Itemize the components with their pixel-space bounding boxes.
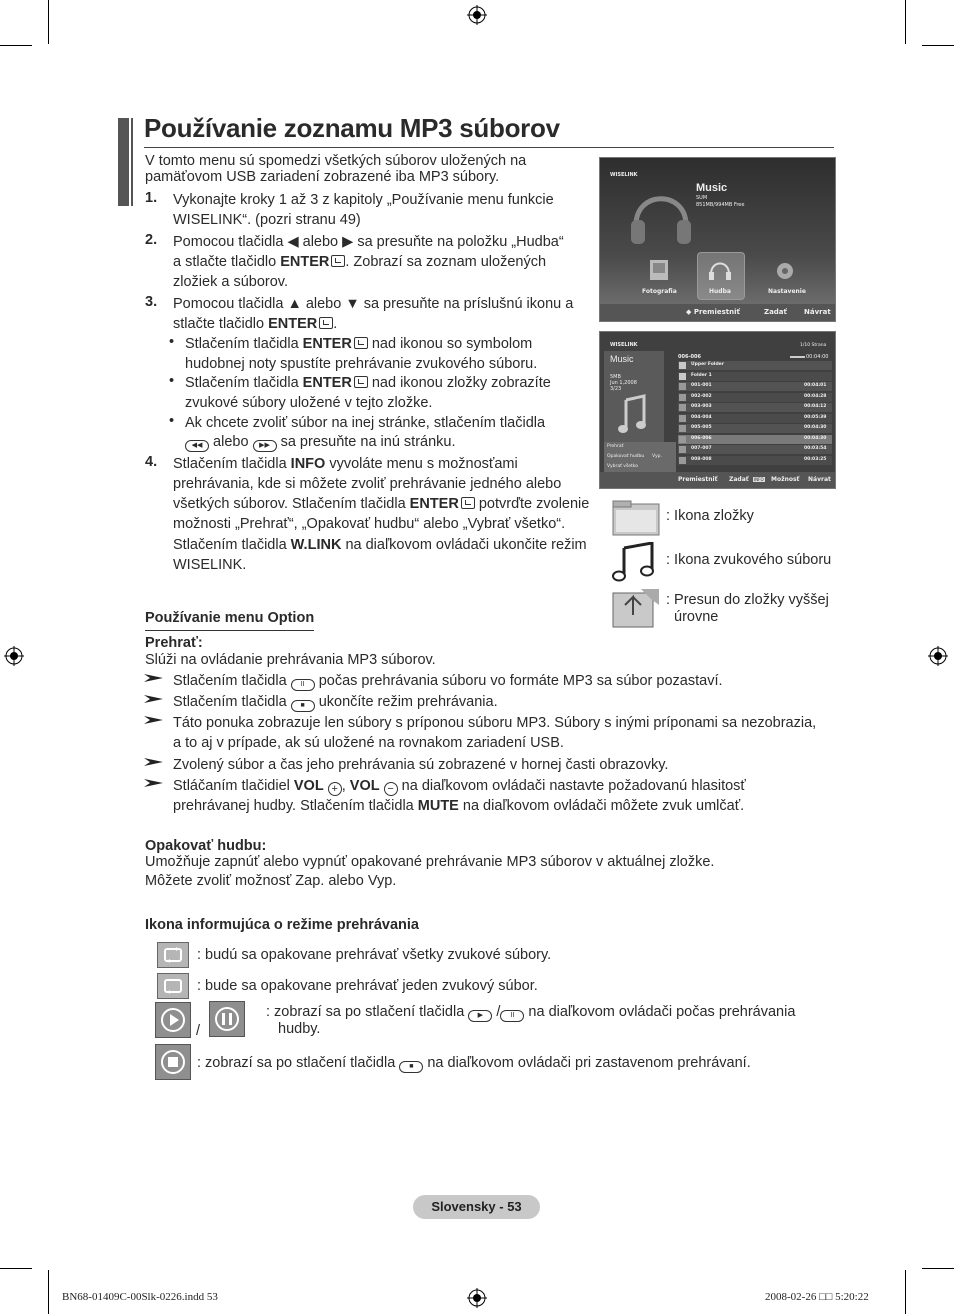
note-text-part: Stlačením tlačidla [173, 694, 287, 710]
vol-key-label: VOL [349, 778, 380, 794]
audio-file-icon [612, 542, 656, 582]
bullet-text-part: nad ikonou zložky zobrazíte [371, 375, 551, 391]
step-text-part: stlačte tlačidlo [173, 316, 265, 332]
file-row[interactable] [678, 372, 832, 381]
mode-text: : zobrazí sa po stlačení tlačidla ▶ / II na diaľkovom ovládači počas prehrávania [266, 1004, 796, 1020]
registration-mark-icon [467, 1288, 487, 1308]
bullet-text-part: nad ikonou so symbolom [371, 336, 533, 352]
photo-icon [648, 256, 670, 282]
file-time: 00:04:28 [804, 393, 827, 399]
bullet-text [185, 432, 456, 452]
option-menu-item[interactable]: Prehrať [607, 444, 624, 449]
step-text [173, 454, 518, 474]
crop-mark [48, 0, 49, 44]
file-row[interactable] [678, 361, 832, 370]
headphones-icon [628, 180, 694, 250]
step-text: prehrávania, kde si môžete zvoliť prehrávanie jedného alebo [173, 476, 562, 492]
crop-mark [0, 45, 32, 46]
wiselink-logo: WISELINK [610, 342, 638, 348]
enter-icon [331, 255, 345, 267]
side-title: Music [610, 354, 634, 364]
music-note-icon [679, 446, 686, 453]
screen-subtext: SUM [696, 195, 708, 201]
bullet-dot: • [169, 334, 175, 350]
bar-hint-move: Premiestniť [678, 476, 718, 483]
page-number: Slovensky - 53 [413, 1195, 540, 1219]
music-note-icon [679, 436, 686, 443]
bullet-text-part: sa presuňte na inú stránku. [280, 434, 456, 450]
note-text-part: ukončíte režim prehrávania. [318, 694, 498, 710]
file-name: 007-007 [691, 446, 712, 451]
step-text: Vykonajte kroky 1 až 3 z kapitoly „Používanie menu funkcie [173, 192, 554, 208]
note-arrow-icon [144, 672, 164, 684]
crop-mark [922, 1268, 954, 1269]
step-text-part: všetkých súborov. Stlačením tlačidla [173, 496, 406, 512]
progress-bar [790, 356, 805, 358]
mode-text-part: : zobrazí sa po stlačení tlačidla [197, 1055, 396, 1071]
step-text-part: Pomocou tlačidla [173, 234, 284, 250]
crop-mark [905, 0, 906, 44]
music-note-icon [679, 394, 686, 401]
paragraph: Môžete zvoliť možnosť Zap. alebo Vyp. [145, 873, 397, 889]
note-arrow-icon [144, 777, 164, 789]
step-text-part: . [333, 316, 338, 332]
paragraph: Slúži na ovládanie prehrávania MP3 súborov. [145, 652, 436, 668]
bar-hint-move: ◆ Premiestniť [686, 308, 740, 316]
slash-separator: / [196, 1023, 201, 1039]
bullet-text: zvukové súbory uložené v tejto zložke. [185, 395, 433, 411]
menu-item-settings[interactable]: Nastavenie [768, 288, 806, 295]
music-note-icon [679, 404, 686, 411]
page-indicator: 1/10 Strana [800, 343, 827, 348]
legend-up-text: úrovne [674, 609, 719, 625]
pause-mode-icon [209, 1001, 245, 1037]
step-text-part: vyvoláte menu s možnosťami [329, 456, 518, 472]
note-text [173, 796, 744, 816]
note-text: a to aj v prípade, ak sú uložené na rovnakom zariadení USB. [173, 735, 564, 751]
note-arrow-icon [144, 756, 164, 768]
bar-hint-enter: Zadať [764, 308, 787, 316]
crop-mark [0, 1268, 32, 1269]
note-text-part: na diaľkovom ovládači nastavte požadovanú hlasitosť [401, 778, 746, 794]
rewind-button-icon: ◀◀ [185, 440, 209, 452]
repeat-all-icon [157, 942, 189, 968]
enter-key-label: ENTER [280, 254, 330, 270]
play-mode-icon [155, 1002, 191, 1038]
note-arrow-icon [144, 693, 164, 705]
info-key-label: INFO [290, 456, 326, 472]
step-text-part: sa presuňte na položku „Hudba“ [357, 234, 564, 250]
title-accent-bar [118, 118, 129, 206]
note-text-part: Stlačením tlačidla [173, 673, 287, 689]
step-text: Pomocou tlačidla ▲ alebo ▼ sa presuňte na príslušnú ikonu a [173, 296, 574, 312]
bar-hint-enter: Zadať [729, 476, 749, 483]
now-playing: 006-006 [678, 354, 701, 360]
crop-mark [905, 1270, 906, 1314]
stop-button-icon: ■ [291, 700, 315, 712]
intro-line: pamäťovom USB zariadení zobrazené iba MP3 súbory. [145, 169, 500, 185]
step-text: WISELINK“. (pozri stranu 49) [173, 212, 361, 228]
menu-item-photo[interactable]: Fotografia [642, 288, 677, 295]
mode-text: : bude sa opakovane prehrávať jeden zvukový súbor. [197, 978, 538, 994]
right-arrow-icon: ▶ [342, 234, 354, 250]
step-text-part: potvrďte zvolenie [478, 496, 590, 512]
folder-icon [612, 500, 660, 536]
date-slug: 2008-02-26 □□ 5:20:22 [765, 1291, 869, 1303]
enter-icon [319, 317, 333, 329]
option-menu-item[interactable]: Opakovať hudbu [607, 454, 645, 459]
file-row[interactable] [678, 393, 832, 402]
music-note-icon [679, 383, 686, 390]
note-arrow-icon [144, 714, 164, 726]
step-text: zložiek a súborov. [173, 274, 288, 290]
note-text [173, 671, 723, 691]
bullet-dot: • [169, 373, 175, 389]
subheading: Prehrať: [145, 635, 203, 651]
settings-icon [774, 258, 796, 282]
file-row[interactable] [678, 456, 832, 465]
note-text: Zvolený súbor a čas jeho prehrávania sú zobrazené v hornej časti obrazovky. [173, 757, 669, 773]
bullet-text [185, 334, 532, 354]
bar-hint-return: Návrat [808, 476, 831, 483]
file-row[interactable] [678, 382, 832, 391]
file-name: Upper Folder [691, 362, 724, 367]
stop-mode-icon [155, 1044, 191, 1080]
bullet-text: hudobnej noty spustíte prehrávanie zvukového súboru. [185, 356, 538, 372]
bar-hint-return: Návrat [804, 308, 831, 316]
side-info: 3/23 [610, 386, 622, 392]
step-text-part: Stlačením tlačidla [173, 456, 287, 472]
vol-key-label: VOL [293, 778, 324, 794]
folder-icon [679, 362, 686, 369]
step-text [173, 535, 587, 555]
step-text-part: a stlačte tlačidlo [173, 254, 277, 270]
option-menu-item[interactable]: Vybrať všetko [607, 464, 639, 469]
left-arrow-icon: ◀ [287, 234, 299, 250]
screen-subtext: 851MB/994MB Free [696, 202, 745, 208]
screen-bottom-bar [600, 472, 835, 488]
registration-mark-icon [467, 5, 487, 25]
step-number: 4. [145, 454, 158, 470]
music-note-icon [679, 457, 686, 464]
step-text [173, 252, 546, 272]
file-name: 002-002 [691, 393, 712, 399]
headphones-icon [708, 258, 732, 282]
music-note-icon [679, 425, 686, 432]
minus-icon: − [384, 782, 398, 796]
registration-mark-icon [928, 646, 948, 666]
note-text-part: prehrávanej hudby. Stlačením tlačidla [173, 798, 414, 814]
legend-audio-text: : Ikona zvukového súboru [666, 552, 832, 568]
file-row[interactable] [678, 414, 832, 423]
stop-button-icon: ■ [399, 1061, 423, 1073]
step-number: 3. [145, 294, 158, 310]
folder-icon [679, 373, 686, 380]
mode-text: hudby. [278, 1021, 321, 1037]
crop-mark [48, 1270, 49, 1314]
bullet-text [185, 373, 551, 393]
section-heading [145, 608, 314, 631]
file-time: 00:04:12 [804, 404, 827, 409]
mode-text-part: : zobrazí sa po stlačení tlačidla [266, 1004, 465, 1020]
note-text-part: počas prehrávania súboru vo formáte MP3 sa súbor pozastaví. [318, 673, 723, 689]
file-time: 00:05:39 [804, 414, 827, 420]
intro-line: V tomto menu sú spomedzi všetkých súborov uložených na [145, 153, 527, 169]
fast-forward-button-icon: ▶▶ [253, 440, 277, 452]
music-note-icon [679, 415, 686, 422]
enter-key-label: ENTER [302, 336, 352, 352]
file-time: 00:04:30 [804, 435, 827, 441]
bar-hint-option: Možnosť [771, 476, 800, 483]
file-time: 00:03:54 [804, 446, 827, 451]
folder-up-icon [611, 585, 661, 629]
file-time: 00:04:01 [804, 383, 827, 388]
bullet-text: Ak chcete zvoliť súbor na inej stránke, stlačením tlačidla [185, 415, 546, 431]
mode-text [197, 1053, 751, 1073]
file-name: 008-008 [691, 456, 712, 462]
plus-icon: + [328, 782, 342, 796]
bullet-text-part: alebo [213, 434, 249, 450]
file-row[interactable] [678, 424, 832, 433]
bar-hint-info: INFO [754, 477, 764, 482]
step-number: 2. [145, 232, 158, 248]
step-text-part: alebo [302, 234, 339, 250]
side-info: Jun 1,2008 [610, 380, 637, 386]
step-text-part: Stlačením tlačidla [173, 537, 287, 553]
bullet-text-part: Stlačením tlačidla [185, 375, 299, 391]
note-text [173, 692, 498, 712]
step-text [173, 314, 337, 334]
file-time: 00:03:25 [804, 456, 827, 462]
file-name: Folder 1 [691, 372, 712, 378]
side-info: 5MB [610, 374, 621, 380]
step-text: WISELINK. [173, 557, 247, 573]
crop-mark [922, 45, 954, 46]
step-number: 1. [145, 190, 158, 206]
now-time: 00:04:00 [806, 354, 829, 360]
wlink-key-label: W.LINK [290, 537, 342, 553]
legend-up-text: : Presun do zložky vyššej [666, 592, 829, 608]
bullet-text-part: Stlačením tlačidla [185, 336, 299, 352]
file-slug: BN68-01409C-00Slk-0226.indd 53 [62, 1291, 218, 1303]
music-list-screen [599, 331, 836, 489]
enter-key-label: ENTER [409, 496, 459, 512]
option-menu-value: Vyp. [652, 454, 662, 459]
file-row[interactable] [678, 445, 832, 454]
file-time: 00:04:30 [804, 425, 827, 430]
paragraph: Umožňuje zapnúť alebo vypnúť opakované prehrávanie MP3 súborov v aktuálnej zložke. [145, 854, 715, 870]
title-underline [144, 147, 834, 148]
enter-icon [354, 337, 368, 349]
note-text: Stláčaním tlačidiel VOL + , VOL − na diaľkovom ovládači nastavte požadovanú hlasitosť [173, 778, 746, 795]
mode-text: : budú sa opakovane prehrávať všetky zvukové súbory. [197, 947, 552, 963]
file-name: 003-003 [691, 404, 712, 409]
note-text-part: Stláčaním tlačidiel [173, 778, 290, 794]
file-name: 001-001 [691, 383, 712, 388]
screen-heading: Music [696, 182, 728, 194]
file-row[interactable] [678, 435, 832, 444]
file-name: 006-006 [691, 435, 712, 441]
file-row[interactable] [678, 403, 832, 412]
repeat-one-icon [157, 973, 189, 999]
note-text: Táto ponuka zobrazuje len súbory s príponou súboru MP3. Súbory s inými príponami sa nezobrazia, [173, 715, 817, 731]
enter-key-label: ENTER [268, 316, 318, 332]
section-heading: Ikona informujúca o režime prehrávania [145, 917, 419, 933]
bullet-dot: • [169, 413, 175, 429]
subheading: Opakovať hudbu: [145, 838, 267, 854]
music-note-icon [618, 394, 648, 434]
mode-text-part: na diaľkovom ovládači počas prehrávania [528, 1004, 796, 1020]
step-text-part: na diaľkovom ovládači ukončite režim [345, 537, 587, 553]
enter-icon [461, 497, 475, 509]
mode-text-part: na diaľkovom ovládači pri zastavenom prehrávaní. [427, 1055, 751, 1071]
page-title: Používanie zoznamu MP3 súborov [144, 113, 560, 143]
section-heading-text: Používanie menu Option [145, 610, 315, 626]
enter-icon [354, 376, 368, 388]
registration-mark-icon [4, 646, 24, 666]
step-text [173, 232, 564, 252]
step-text: možnosti „Prehrať“, „Opakovať hudbu“ alebo „Vybrať všetko“. [173, 516, 566, 532]
enter-key-label: ENTER [302, 375, 352, 391]
play-button-icon: ▶ [468, 1010, 492, 1022]
file-name: 004-004 [691, 414, 712, 420]
step-text [173, 494, 589, 514]
wiselink-logo: WISELINK [610, 172, 638, 178]
legend-folder-text: : Ikona zložky [666, 508, 754, 524]
file-name: 005-005 [691, 425, 712, 430]
step-text-part: . Zobrazí sa zoznam uložených [345, 254, 547, 270]
menu-item-music[interactable]: Hudba [709, 288, 731, 295]
pause-button-icon: II [291, 679, 315, 691]
pause-button-icon: II [500, 1010, 524, 1022]
mute-key-label: MUTE [417, 798, 459, 814]
wiselink-main-screen [599, 157, 836, 322]
note-text-part: na diaľkovom ovládači môžete zvuk umlčať. [462, 798, 745, 814]
title-accent-bar [131, 118, 133, 206]
